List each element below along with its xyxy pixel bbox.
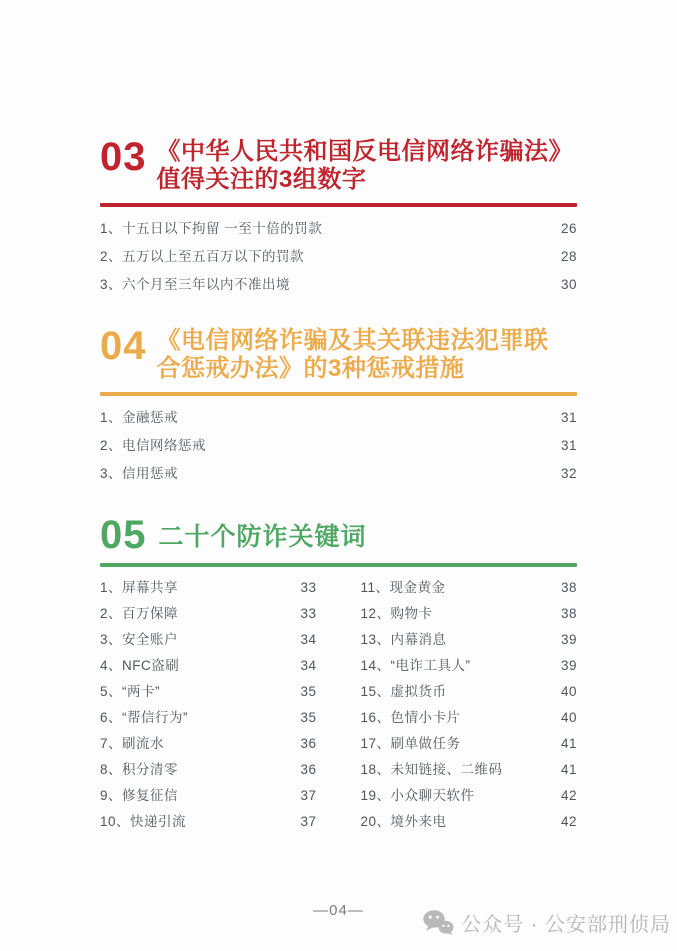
toc-entry-page: 41 (560, 736, 577, 751)
toc-entry-label: 3、安全账户 (100, 632, 179, 647)
toc-entry-page: 31 (560, 410, 577, 425)
footer-page-number: —04— (313, 902, 364, 919)
toc-entry-label: 17、刷单做任务 (360, 736, 461, 751)
keyword-column-left (100, 575, 317, 835)
toc-entry-label: 3、六个月至三年以内不准出境 (100, 277, 291, 292)
toc-entry-page: 30 (560, 277, 577, 292)
toc-entry-label: 10、快递引流 (100, 814, 187, 829)
section-03-title-line2: 值得关注的3组数字 (156, 166, 367, 193)
toc-entry-label: 8、积分清零 (100, 762, 179, 777)
section-04-number: 04 (100, 324, 147, 368)
toc-entry-label: 14、“电诈工具人” (360, 658, 471, 673)
toc-entry-page: 42 (560, 788, 577, 803)
toc-entry-page: 37 (300, 788, 317, 803)
toc-entry-label: 5、“两卡” (100, 684, 160, 699)
toc-entry-page: 34 (300, 632, 317, 647)
toc-entry-label: 18、未知链接、二维码 (360, 762, 503, 777)
toc-entry-page: 40 (560, 710, 577, 725)
toc-entry[interactable] (100, 460, 577, 488)
toc-entry-label: 1、金融惩戒 (100, 410, 179, 425)
toc-entry[interactable] (100, 601, 317, 627)
toc-entry[interactable] (100, 679, 317, 705)
toc-entry-page: 41 (560, 762, 577, 777)
toc-entry-page: 32 (560, 466, 577, 481)
toc-entry-label: 2、电信网络惩戒 (100, 438, 207, 453)
toc-entry[interactable] (361, 653, 578, 679)
toc-entry-page: 33 (300, 606, 317, 621)
toc-entry[interactable] (100, 783, 317, 809)
toc-entry-label: 11、现金黄金 (360, 580, 446, 595)
toc-entry[interactable] (100, 432, 577, 460)
toc-entry-page: 35 (300, 710, 317, 725)
toc-entry-label: 12、购物卡 (360, 606, 433, 621)
toc-entry[interactable] (361, 705, 578, 731)
toc-entry[interactable] (100, 757, 317, 783)
section-04 (100, 324, 577, 488)
section-03 (100, 135, 577, 299)
toc-entry-page: 40 (560, 684, 577, 699)
toc-entry-page: 39 (560, 658, 577, 673)
toc-entry-page: 36 (300, 736, 317, 751)
section-04-divider (100, 392, 577, 396)
section-04-title-line1: 《电信网络诈骗及其关联违法犯罪联 (156, 327, 549, 354)
section-03-number: 03 (100, 135, 147, 179)
toc-entry-label: 6、“帮信行为” (100, 710, 188, 725)
toc-entry[interactable] (100, 575, 317, 601)
toc-entry[interactable] (100, 215, 577, 243)
section-05-divider (100, 563, 577, 567)
toc-entry-page: 28 (560, 249, 577, 264)
toc-entry-page: 35 (300, 684, 317, 699)
section-04-heading (100, 324, 577, 383)
toc-entry[interactable] (100, 627, 317, 653)
toc-entry-label: 7、刷流水 (100, 736, 165, 751)
toc-entry[interactable] (100, 404, 577, 432)
wechat-icon (422, 909, 454, 936)
toc-entry-label: 2、百万保障 (100, 606, 179, 621)
watermark (422, 908, 671, 937)
toc-entry-page: 42 (560, 814, 577, 829)
section-03-title-line1: 《中华人民共和国反电信网络诈骗法》 (156, 138, 573, 165)
toc-entry-page: 33 (300, 580, 317, 595)
toc-entry-label: 9、修复征信 (100, 788, 179, 803)
section-03-title (157, 138, 574, 194)
section-03-toc-list (100, 215, 577, 299)
toc-entry[interactable] (361, 731, 578, 757)
toc-entry[interactable] (361, 575, 578, 601)
toc-entry-label: 4、NFC盗刷 (100, 658, 180, 673)
toc-entry[interactable] (361, 601, 578, 627)
section-05-heading (100, 513, 577, 557)
toc-entry[interactable] (100, 705, 317, 731)
toc-entry-page: 36 (300, 762, 317, 777)
toc-entry-label: 2、五万以上至五百万以下的罚款 (100, 249, 305, 264)
watermark-text: 公众号 · 公安部刑侦局 (461, 914, 671, 936)
toc-content (100, 135, 577, 835)
toc-entry[interactable] (361, 627, 578, 653)
toc-entry-label: 1、十五日以下拘留 一至十倍的罚款 (100, 221, 323, 236)
toc-entry-label: 3、信用惩戒 (100, 466, 179, 481)
toc-entry[interactable] (361, 757, 578, 783)
toc-entry[interactable] (100, 653, 317, 679)
toc-entry-page: 38 (560, 580, 577, 595)
section-05-title: 二十个防诈关键词 (158, 523, 367, 551)
toc-entry-label: 16、色情小卡片 (360, 710, 461, 725)
toc-entry-label: 19、小众聊天软件 (360, 788, 475, 803)
section-03-divider (100, 203, 577, 207)
keyword-column-right (361, 575, 578, 835)
toc-entry-page: 37 (300, 814, 317, 829)
toc-entry-label: 1、屏幕共享 (100, 580, 179, 595)
section-05 (100, 513, 577, 835)
toc-entry[interactable] (100, 731, 317, 757)
toc-entry[interactable] (100, 243, 577, 271)
toc-entry-label: 13、内幕消息 (360, 632, 447, 647)
toc-entry-page: 26 (560, 221, 577, 236)
toc-entry-page: 39 (560, 632, 577, 647)
toc-entry-page: 34 (300, 658, 317, 673)
toc-entry-label: 15、虚拟货币 (360, 684, 447, 699)
section-03-heading (100, 135, 577, 194)
toc-entry-page: 31 (560, 438, 577, 453)
toc-entry[interactable] (361, 809, 578, 835)
toc-entry[interactable] (100, 271, 577, 299)
section-04-title-line2: 合惩戒办法》的3种惩戒措施 (156, 355, 465, 382)
toc-entry[interactable] (361, 679, 578, 705)
toc-entry[interactable] (100, 809, 317, 835)
section-05-number: 05 (100, 513, 147, 557)
section-04-toc-list (100, 404, 577, 488)
toc-entry-label: 20、境外来电 (360, 814, 447, 829)
section-05-columns (100, 575, 577, 835)
toc-entry[interactable] (361, 783, 578, 809)
toc-entry-page: 38 (560, 606, 577, 621)
section-04-title (157, 327, 549, 383)
